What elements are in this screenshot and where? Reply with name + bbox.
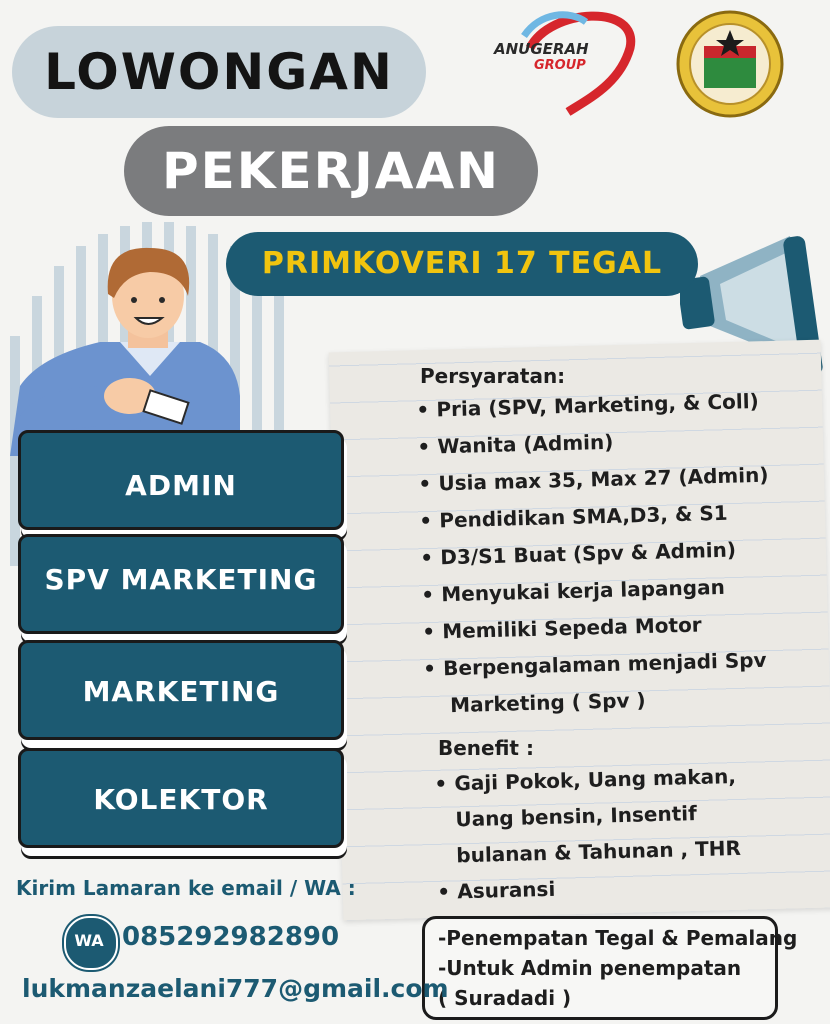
list-item: • Pria (SPV, Marketing, & Coll) — [412, 381, 823, 429]
list-item: Marketing ( Spv ) — [449, 687, 646, 718]
phone-number[interactable]: 085292982890 — [122, 922, 340, 952]
position-label: KOLEKTOR — [93, 783, 269, 816]
position-label: MARKETING — [82, 675, 280, 708]
requirements-list — [412, 381, 830, 725]
list-item: • Gaji Pokok, Uang makan, — [430, 756, 811, 802]
position-label: SPV MARKETING — [44, 563, 318, 596]
title-line-2: PEKERJAAN — [161, 142, 501, 200]
position-label: ADMIN — [125, 469, 237, 502]
requirements-title: Persyaratan: — [420, 364, 566, 388]
logo-text-group: GROUP — [534, 58, 586, 73]
placement-line: -Penempatan Tegal & Pemalang — [438, 926, 798, 950]
whatsapp-label: WA — [74, 931, 104, 950]
list-item: • Memiliki Sepeda Motor — [418, 603, 829, 651]
primkoveri-emblem — [674, 8, 786, 120]
list-item: • Usia max 35, Max 27 (Admin) — [414, 455, 825, 503]
list-item: • D3/S1 Buat (Spv & Admin) — [416, 529, 827, 577]
logo-text-anugerah: ANUGERAH — [494, 40, 589, 58]
placement-line: ( Suradadi ) — [438, 986, 572, 1010]
list-item: • Pendidikan SMA,D3, & S1 — [415, 492, 826, 540]
person-illustration — [0, 236, 250, 456]
placement-line: -Untuk Admin penempatan — [438, 956, 742, 980]
list-item: • Menyukai kerja lapangan — [417, 566, 828, 614]
list-item: Uang bensin, Insentif — [455, 801, 698, 832]
list-item: bulanan & Tahunan , THR — [456, 835, 742, 868]
benefit-list — [430, 756, 814, 910]
list-item: • Asuransi — [433, 864, 814, 910]
email-address[interactable]: lukmanzaelani777@gmail.com — [22, 974, 449, 1003]
list-item: • Berpengalaman menjadi Spv — [419, 640, 830, 688]
benefit-title: Benefit : — [438, 736, 534, 760]
company-name: PRIMKOVERI 17 TEGAL — [261, 246, 663, 281]
list-item: • Wanita (Admin) — [413, 418, 824, 466]
contact-heading: Kirim Lamaran ke email / WA : — [16, 876, 356, 900]
title-line-1: LOWONGAN — [44, 43, 394, 101]
